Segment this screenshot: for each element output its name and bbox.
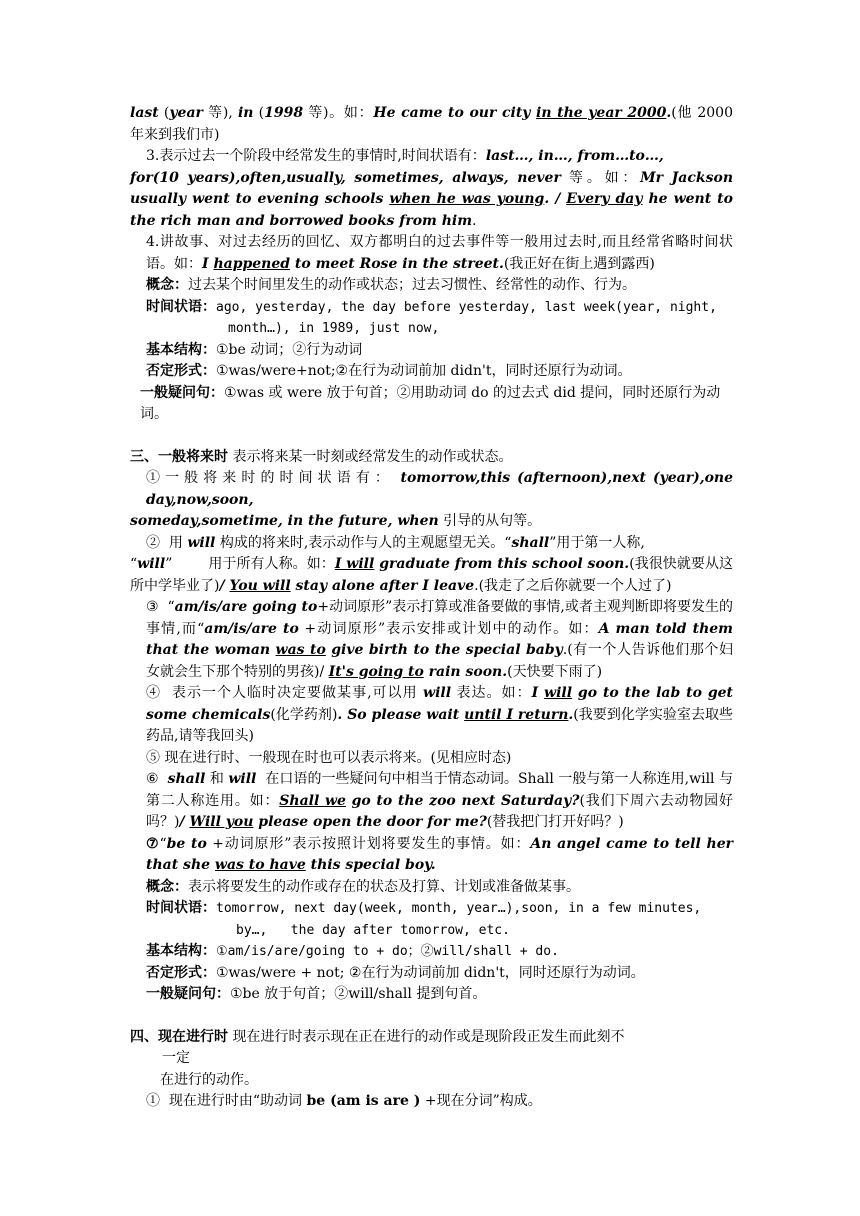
section-progressive-desc-2: 一定 <box>162 1050 190 1066</box>
time-label: 时间状语： <box>146 298 216 315</box>
item-1-examples: tomorrow,this (afternoon),next (year),one day,now,soon, <box>146 470 734 508</box>
time-text: ago, yesterday, the day before yesterday, last week(year, night, <box>216 299 717 315</box>
structure-text: ①am/is/are/going to + do；②will/shall + do. <box>216 944 559 959</box>
negative-label: 否定形式： <box>146 964 216 981</box>
future-item-1-cont <box>130 511 733 533</box>
concept-label: 概念： <box>146 277 188 293</box>
structure-text: ①be 动词；②行为动词 <box>216 341 363 358</box>
concept-text: 过去某个时间里发生的动作或状态；过去习惯性、经常性的动作、行为。 <box>188 277 636 293</box>
question-text: ①be 放于句首；②will/shall 提到句首。 <box>230 986 487 1002</box>
question-text: ①was 或 were 放于句首；②用助动词 do 的过去式 did 提问，同时还原行为动词。 <box>140 384 721 422</box>
structure-label: 基本结构： <box>146 943 216 959</box>
time-label: 时间状语： <box>146 900 216 916</box>
paragraph-rule-3-cont: for(10 years),often,usually, sometimes, always, never 等。如：Mr Jackson usually went to evening schools when he was young. / Every day he went to the rich man and borrowed books from him. <box>130 169 733 229</box>
future-item-5: ⑤ 现在进行时、一般现在时也可以表示将来。(见相应时态) <box>146 749 512 766</box>
negative-text: ①was/were+not;②在行为动词前加 didn't，同时还原行为动词。 <box>216 363 632 379</box>
future-negative <box>130 963 733 985</box>
future-item-4: ④ 表示一个人临时决定要做某事,可以用 will 表达。如：I will go to the lab to get some chemicals(化学药剂). So please wait until I return.(我要到化学实验室去取些药品,请等我回头) <box>146 685 733 744</box>
future-item-2-cont: “will” 用于所有人称。如：I will graduate from this school soon.(我很快就要从这所中学毕业了)/ You will stay alone after I leave.(我走了之后你就要一个人过了) <box>130 556 734 594</box>
future-concept <box>130 877 733 899</box>
section-progressive-heading <box>130 1027 733 1049</box>
concept-label: 概念： <box>146 878 188 895</box>
future-item-1 <box>130 468 733 511</box>
future-time-adverbials-cont: by…, the day after tomorrow, etc. <box>236 922 510 938</box>
structure-label: 基本结构： <box>146 341 216 358</box>
paragraph-rule-4: 4.讲故事、对过去经历的回忆、双方都明白的过去事件等一般用过去时,而且经常省略时间状语。如：I happened to meet Rose in the street.(我正好在街上遇到露西) <box>146 234 733 272</box>
past-time-adverbials <box>130 297 733 319</box>
section-title: 三、一般将来时 <box>130 448 228 465</box>
document-page <box>130 103 733 1113</box>
past-time-adverbials-cont: month…), in 1989, just now, <box>228 321 440 336</box>
paragraph-past-time-expr: last (year 等), in (1998 等)。如：He came to our city in the year 2000.(他 2000 年来到我们市) <box>130 105 733 143</box>
paragraph-rule-3: 3.表示过去一个阶段中经常发生的事情时,时间状语有：last…, in…, from…to…, <box>146 148 664 164</box>
item-1-examples-2: someday,sometime, in the future, when <box>130 513 439 529</box>
past-concept <box>130 275 733 297</box>
section-desc: 表示将来某一时刻或经常发生的动作或状态。 <box>232 448 513 465</box>
item-1-intro: ①一般将来时的时间状语有： <box>146 470 394 486</box>
future-structure <box>130 941 733 963</box>
future-time-adverbials <box>130 898 733 920</box>
negative-label: 否定形式： <box>146 363 216 379</box>
section-desc: 现在进行时表示现在正在进行的动作或是现阶段正发生而此刻不 <box>232 1028 625 1045</box>
section-title: 四、现在进行时 <box>130 1028 228 1045</box>
time-text: tomorrow, next day(week, month, year…),soon, in a few minutes, <box>216 901 702 916</box>
section-future-heading <box>130 447 733 469</box>
future-item-7: ⑦“be to +动词原形”表示按照计划将要发生的事情。如：An angel came to tell her that she was to have this special boy. <box>146 835 734 873</box>
future-question <box>130 984 733 1006</box>
future-item-3: ③ “am/is/are going to+动词原形”表示打算或准备要做的事情,或者主观判断即将要发生的事情,而“am/is/are to +动词原形”表示安排或计划中的动作。如：A man told them that the woman was to give birth to the special baby.(有一个人告诉他们那个妇女就会生下那个特别的男孩)/ It's going to rain soon.(天快要下雨了) <box>146 599 733 680</box>
past-question <box>130 383 733 426</box>
future-item-2: ② 用 will 构成的将来时,表示动作与人的主观愿望无关。“shall”用于第一人称, <box>146 534 645 551</box>
future-item-6: ⑥ shall 和 will 在口语的一些疑问句中相当于情态动词。Shall 一般与第一人称连用,will 与第二人称连用。如：Shall we go to the zoo next Saturday?(我们下周六去动物园好吗？)/ Will you please open the door for me?(替我把门打开好吗？) <box>146 771 734 830</box>
item-1-tail: 引导的从句等。 <box>443 513 542 529</box>
past-negative <box>130 361 733 383</box>
question-label: 一般疑问句： <box>146 986 230 1002</box>
section-progressive-desc-3: 在进行的动作。 <box>160 1071 258 1088</box>
question-label: 一般疑问句： <box>140 384 224 401</box>
negative-text: ①was/were + not; ②在行为动词前加 didn't，同时还原行为动词。 <box>216 964 645 981</box>
concept-text: 表示将要发生的动作或存在的状态及打算、计划或准备做某事。 <box>188 878 580 895</box>
progressive-item-1: ① 现在进行时由“助动词 be (am is are ) +现在分词”构成。 <box>146 1093 542 1109</box>
past-structure <box>130 340 733 362</box>
